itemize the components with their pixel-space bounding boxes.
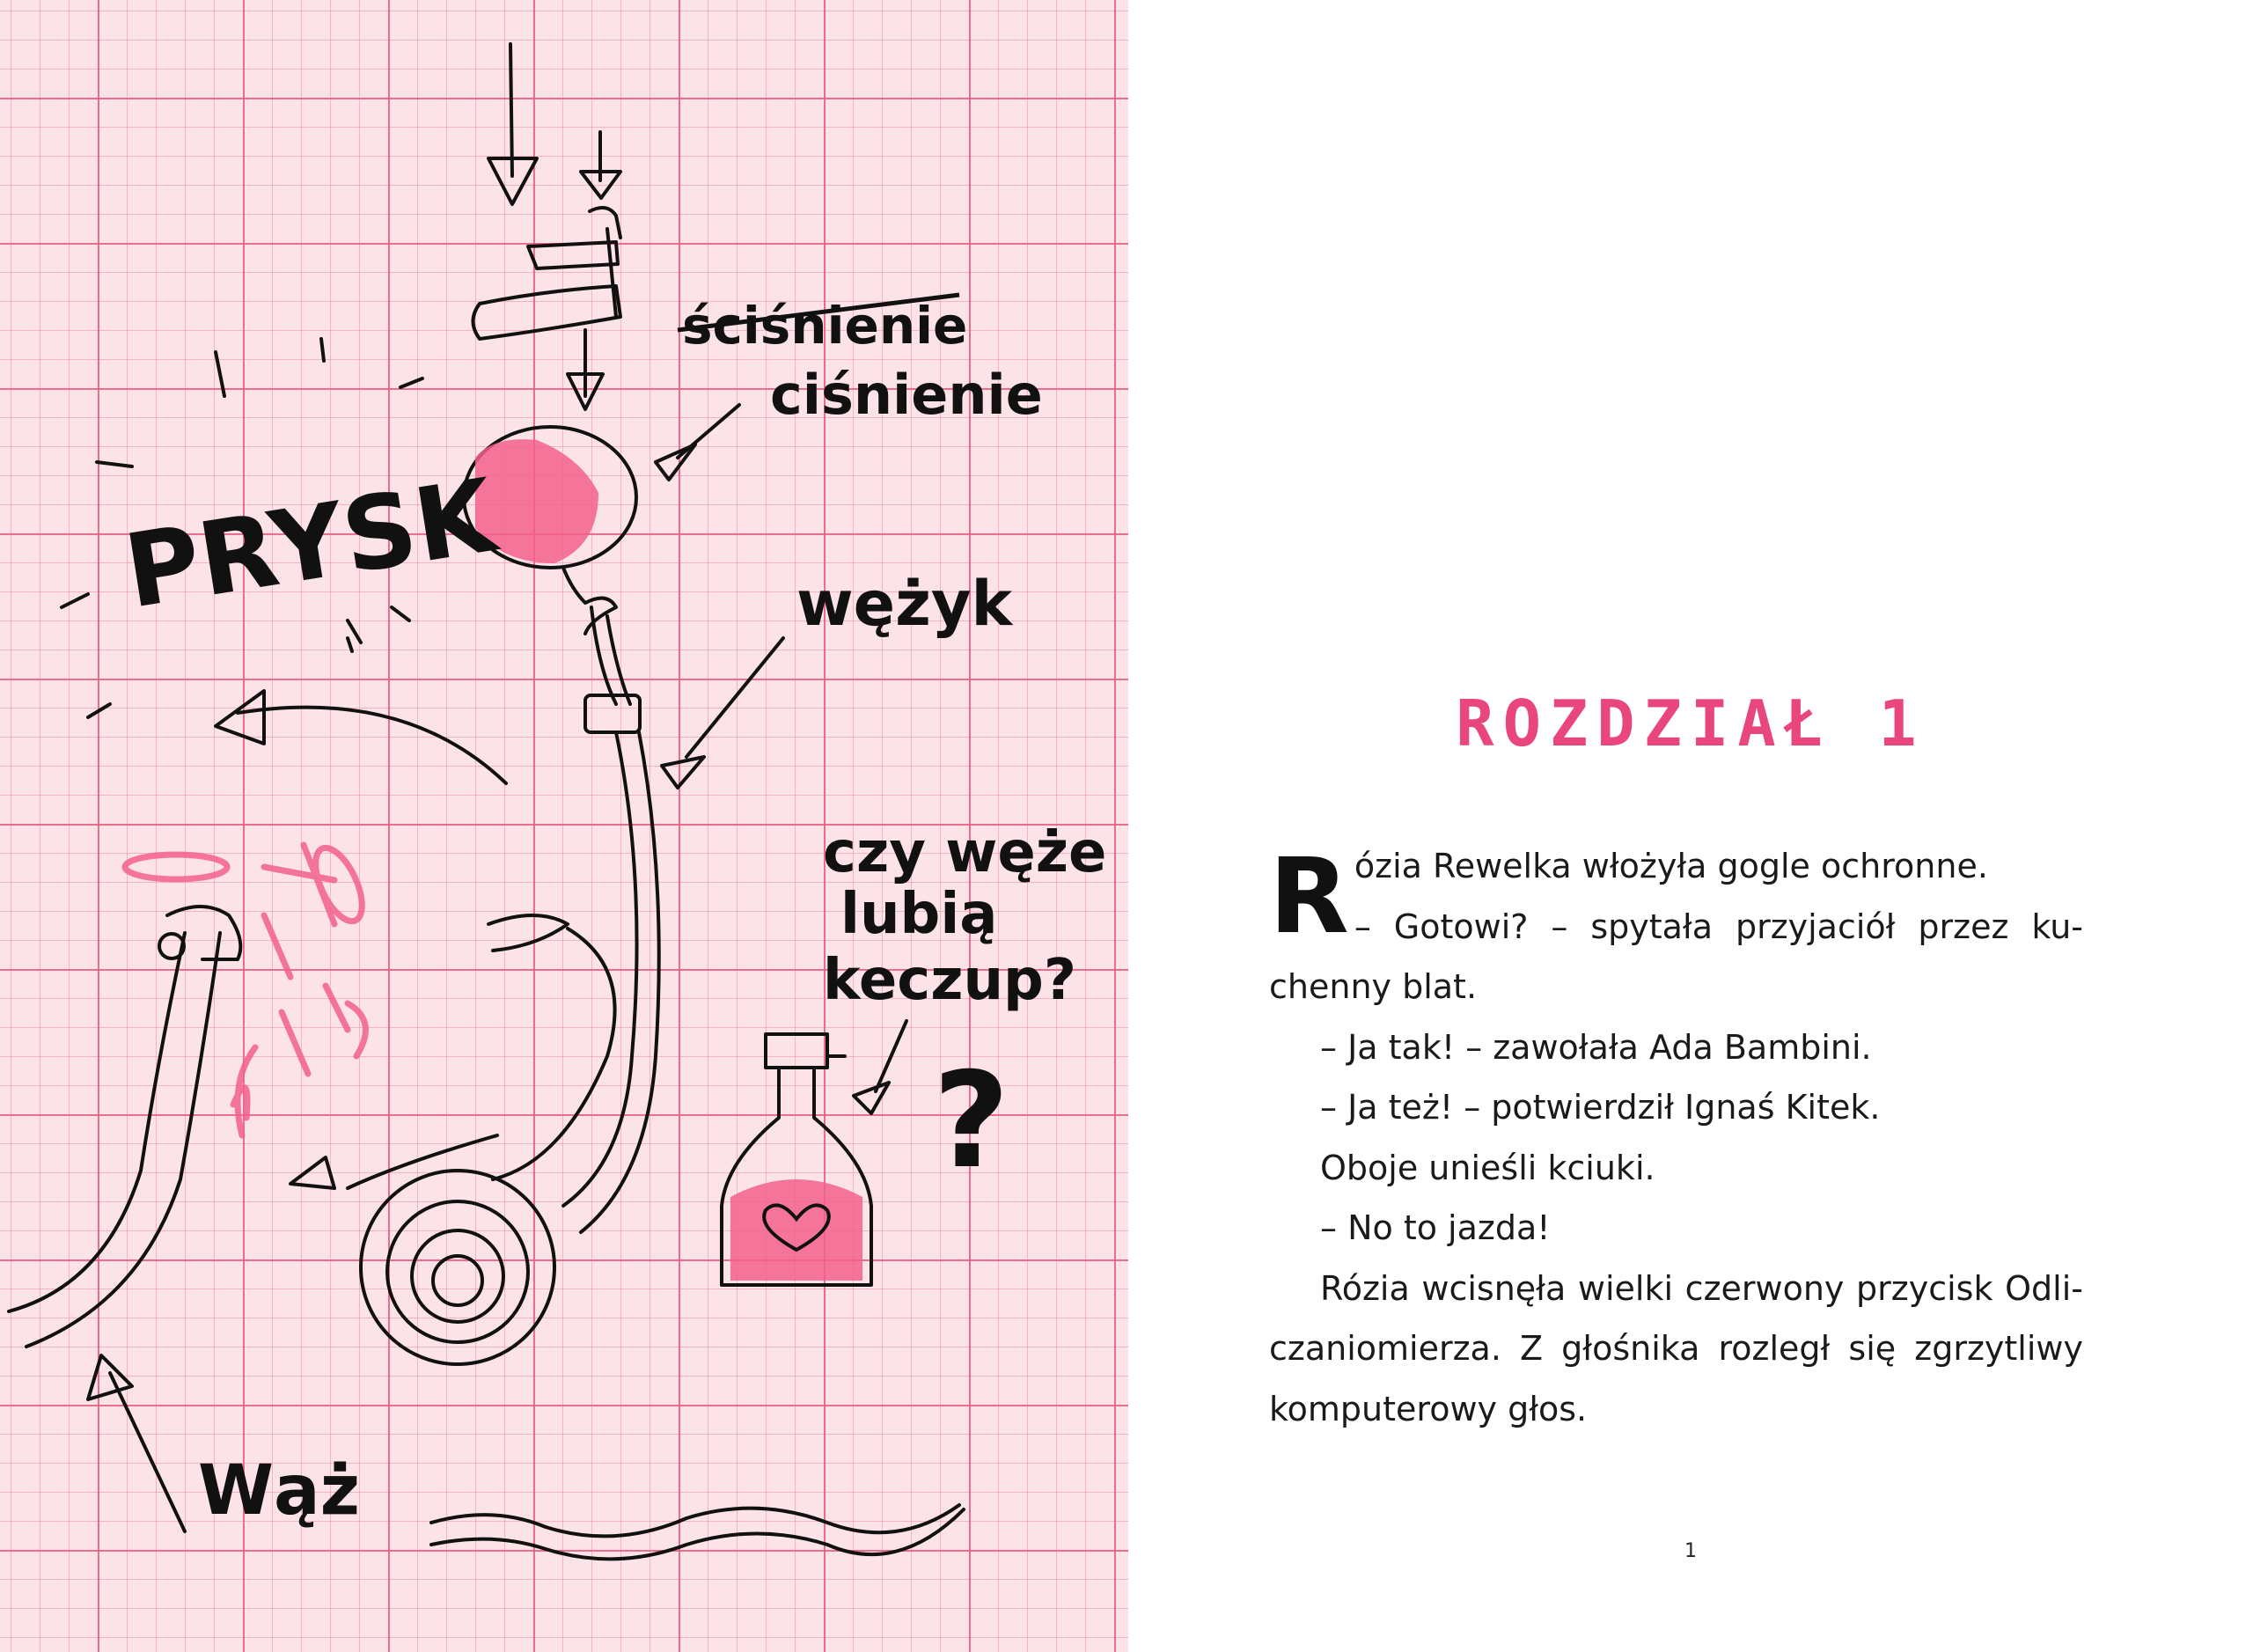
text-line: ózia Rewelka włożyła gogle ochronne. <box>1354 847 1988 885</box>
text-line: Rózia wcisnęła wielki czerwony przycisk Odli- <box>1320 1268 2083 1308</box>
text-line: czaniomierza. Z głośnika rozległ się zgrzytliwy <box>1269 1329 2083 1368</box>
question-mark: ? <box>933 1045 1010 1198</box>
chapter-title: ROZDZIAŁ 1 <box>1456 686 1926 760</box>
text-line: – Ja tak! – zawołała Ada Bambini. <box>1320 1027 1872 1067</box>
text-line: – No to jazda! <box>1320 1208 1551 1247</box>
down-arrow-line <box>510 44 512 176</box>
text-line: – Gotowi? – spytała przyjaciół przez ku- <box>1354 907 2083 946</box>
text-page <box>1128 0 2253 1652</box>
strikethrough-label: ściśnienie <box>682 296 968 356</box>
hose-label: wężyk <box>796 568 1013 640</box>
page-number: 1 <box>1684 1540 1697 1562</box>
text-line: Oboje unieśli kciuki. <box>1320 1148 1655 1187</box>
question-line2: lubią <box>840 882 998 947</box>
drop-cap: R <box>1269 835 1349 957</box>
text-line: komputerowy głos. <box>1269 1389 1588 1428</box>
small-snake <box>431 1505 959 1536</box>
text-line: chenny blat. <box>1269 967 1478 1006</box>
question-line3: keczup? <box>823 948 1076 1013</box>
snake-body <box>9 933 185 1311</box>
pressure-label: ciśnienie <box>770 363 1043 427</box>
text-line: – Ja też! – potwierdził Ignaś Kitek. <box>1320 1088 1881 1127</box>
splash-label: PRYSK <box>117 457 503 632</box>
snake-label: Wąż <box>198 1451 361 1531</box>
bottle-fill <box>730 1179 862 1281</box>
chapter-body <box>1269 836 2083 1439</box>
question-line1: czy węże <box>823 820 1107 885</box>
hose-line <box>563 732 637 1206</box>
